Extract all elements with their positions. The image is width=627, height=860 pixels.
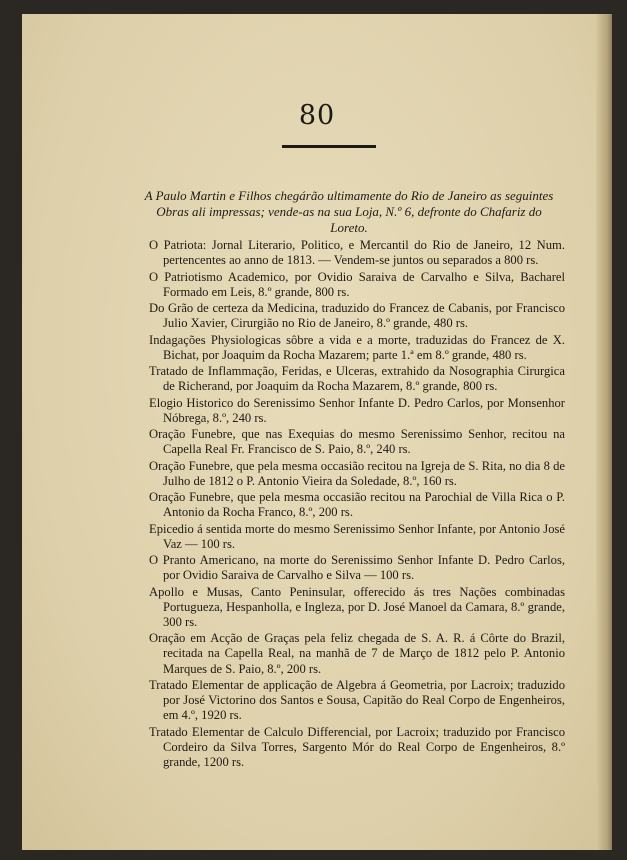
list-item: Oração Funebre, que pela mesma occasião recitou na Igreja de S. Rita, no dia 8 de Julho de 1812 o P. Antonio Vieira da Soledade, 8.º, 160 rs. <box>149 458 565 488</box>
list-item: Epicedio á sentida morte do mesmo Serenissimo Senhor Infante, por Antonio José Vaz — 100 rs. <box>149 521 565 551</box>
list-item: O Patriota: Jornal Literario, Politico, e Mercantil do Rio de Janeiro, 12 Num. pertencentes ao anno de 1813. — Vendem-se juntos ou separados a 800 rs. <box>149 238 565 268</box>
heading-rule <box>282 145 376 148</box>
list-item: Indagações Physiologicas sôbre a vida e a morte, traduzidas do Francez de X. Bichat, por Joaquim da Rocha Mazarem; parte 1.ª em 8.º grande, 480 rs. <box>149 332 565 362</box>
list-item: O Pranto Americano, na morte do Serenissimo Senhor Infante D. Pedro Carlos, por Ovidio Saraiva de Carvalho e Silva — 100 rs. <box>149 553 565 583</box>
page-number: 80 <box>298 100 336 131</box>
list-item: Elogio Historico do Serenissimo Senhor Infante D. Pedro Carlos, por Monsenhor Nóbrega, 8.º, 240 rs. <box>149 395 565 425</box>
book-page <box>22 14 612 850</box>
list-item: Oração Funebre, que nas Exequias do mesmo Serenissimo Senhor, recitou na Capella Real Fr. Francisco de S. Paio, 8.º, 240 rs. <box>149 427 565 457</box>
list-item: Tratado Elementar de Calculo Differencial, por Lacroix; traduzido por Francisco Cordeiro da Silva Torres, Sargento Mór do Real Corpo de Engenheiros, 8.º grande, 1200 rs. <box>149 724 565 770</box>
list-item: Do Grão de certeza da Medicina, traduzido do Francez de Cabanis, por Francisco Julio Xavier, Cirurgião no Rio de Janeiro, 8.º grande, 480 rs. <box>149 301 565 331</box>
notice-heading: A Paulo Martin e Filhos chegárão ultimamente do Rio de Janeiro as seguintes Obras ali impressas; vende-as na sua Loja, N.º 6, defronte do Chafariz do Loreto. <box>144 188 554 235</box>
list-item: Oração Funebre, que pela mesma occasião recitou na Parochial de Villa Rica o P. Antonio da Rocha Franco, 8.º, 200 rs. <box>149 490 565 520</box>
list-item: Oração em Acção de Graças pela feliz chegada de S. A. R. á Côrte do Brazil, recitada na Capella Real, na manhã de 7 de Março de 1812 pelo P. Antonio Marques de S. Paio, 8.º, 200 rs. <box>149 631 565 676</box>
list-item: O Patriotismo Academico, por Ovidio Saraiva de Carvalho e Silva, Bacharel Formado em Leis, 8.º grande, 800 rs. <box>149 269 565 299</box>
list-item: Tratado Elementar de applicação de Algebra á Geometria, por Lacroix; traduzido por José Victorino dos Santos e Sousa, Capitão do Real Corpo de Engenheiros, em 4.º, 1920 rs. <box>149 677 565 723</box>
page-gutter <box>596 14 612 850</box>
book-list <box>149 238 565 771</box>
list-item: Apollo e Musas, Canto Peninsular, offerecido ás tres Nações combinadas Portugueza, Hespanholla, e Ingleza, por D. José Manoel da Camara, 8.º grande, 300 rs. <box>149 584 565 629</box>
list-item: Tratado de Inflammação, Feridas, e Ulceras, extrahido da Nosographia Cirurgica de Richerand, por Joaquim da Rocha Mazarem, 8.º grande, 800 rs. <box>149 364 565 394</box>
